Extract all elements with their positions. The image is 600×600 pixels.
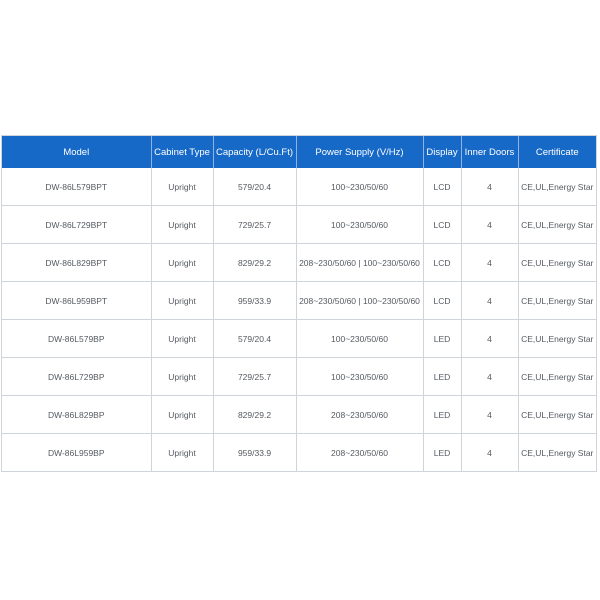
cell-model: DW-86L729BP bbox=[2, 358, 151, 396]
spec-table bbox=[2, 136, 596, 471]
header-power-supply: Power Supply (V/Hz) bbox=[296, 136, 423, 168]
cell-certificate: CE,UL,Energy Star bbox=[518, 434, 596, 472]
header-capacity: Capacity (L/Cu.Ft) bbox=[213, 136, 296, 168]
cell-power-supply: 208~230/50/60 bbox=[296, 434, 423, 472]
cell-capacity: 959/33.9 bbox=[213, 434, 296, 472]
cell-power-supply: 208~230/50/60 bbox=[296, 396, 423, 434]
cell-display: LCD bbox=[423, 168, 461, 206]
cell-cabinet-type: Upright bbox=[151, 282, 213, 320]
cell-inner-doors: 4 bbox=[461, 168, 518, 206]
table-row bbox=[2, 244, 596, 282]
cell-model: DW-86L579BP bbox=[2, 320, 151, 358]
cell-power-supply: 208~230/50/60 | 100~230/50/60 bbox=[296, 282, 423, 320]
header-inner-doors: Inner Doors bbox=[461, 136, 518, 168]
cell-cabinet-type: Upright bbox=[151, 396, 213, 434]
cell-model: DW-86L959BPT bbox=[2, 282, 151, 320]
cell-inner-doors: 4 bbox=[461, 320, 518, 358]
cell-display: LCD bbox=[423, 282, 461, 320]
cell-capacity: 579/20.4 bbox=[213, 168, 296, 206]
table-row bbox=[2, 168, 596, 206]
table-row bbox=[2, 206, 596, 244]
cell-inner-doors: 4 bbox=[461, 396, 518, 434]
cell-inner-doors: 4 bbox=[461, 434, 518, 472]
cell-inner-doors: 4 bbox=[461, 282, 518, 320]
cell-certificate: CE,UL,Energy Star bbox=[518, 206, 596, 244]
cell-inner-doors: 4 bbox=[461, 244, 518, 282]
cell-display: LED bbox=[423, 358, 461, 396]
cell-cabinet-type: Upright bbox=[151, 244, 213, 282]
table-row bbox=[2, 434, 596, 472]
cell-certificate: CE,UL,Energy Star bbox=[518, 396, 596, 434]
cell-model: DW-86L829BPT bbox=[2, 244, 151, 282]
cell-model: DW-86L959BP bbox=[2, 434, 151, 472]
cell-capacity: 829/29.2 bbox=[213, 396, 296, 434]
cell-capacity: 829/29.2 bbox=[213, 244, 296, 282]
cell-capacity: 729/25.7 bbox=[213, 358, 296, 396]
cell-certificate: CE,UL,Energy Star bbox=[518, 244, 596, 282]
cell-power-supply: 100~230/50/60 bbox=[296, 168, 423, 206]
cell-display: LED bbox=[423, 320, 461, 358]
cell-certificate: CE,UL,Energy Star bbox=[518, 282, 596, 320]
cell-certificate: CE,UL,Energy Star bbox=[518, 358, 596, 396]
table-row bbox=[2, 358, 596, 396]
cell-model: DW-86L829BP bbox=[2, 396, 151, 434]
cell-power-supply: 100~230/50/60 bbox=[296, 320, 423, 358]
cell-display: LED bbox=[423, 396, 461, 434]
cell-capacity: 729/25.7 bbox=[213, 206, 296, 244]
cell-cabinet-type: Upright bbox=[151, 434, 213, 472]
cell-display: LCD bbox=[423, 244, 461, 282]
header-model: Model bbox=[2, 136, 151, 168]
header-display: Display bbox=[423, 136, 461, 168]
cell-inner-doors: 4 bbox=[461, 358, 518, 396]
cell-display: LCD bbox=[423, 206, 461, 244]
cell-cabinet-type: Upright bbox=[151, 358, 213, 396]
cell-cabinet-type: Upright bbox=[151, 168, 213, 206]
cell-model: DW-86L729BPT bbox=[2, 206, 151, 244]
cell-capacity: 579/20.4 bbox=[213, 320, 296, 358]
cell-capacity: 959/33.9 bbox=[213, 282, 296, 320]
header-cabinet-type: Cabinet Type bbox=[151, 136, 213, 168]
spec-table-container bbox=[1, 135, 597, 472]
cell-power-supply: 100~230/50/60 bbox=[296, 358, 423, 396]
table-row bbox=[2, 282, 596, 320]
cell-model: DW-86L579BPT bbox=[2, 168, 151, 206]
table-row bbox=[2, 320, 596, 358]
cell-power-supply: 208~230/50/60 | 100~230/50/60 bbox=[296, 244, 423, 282]
header-certificate: Certificate bbox=[518, 136, 596, 168]
table-header-row bbox=[2, 136, 596, 168]
table-row bbox=[2, 396, 596, 434]
cell-power-supply: 100~230/50/60 bbox=[296, 206, 423, 244]
cell-certificate: CE,UL,Energy Star bbox=[518, 320, 596, 358]
cell-inner-doors: 4 bbox=[461, 206, 518, 244]
cell-certificate: CE,UL,Energy Star bbox=[518, 168, 596, 206]
cell-cabinet-type: Upright bbox=[151, 206, 213, 244]
cell-display: LED bbox=[423, 434, 461, 472]
cell-cabinet-type: Upright bbox=[151, 320, 213, 358]
